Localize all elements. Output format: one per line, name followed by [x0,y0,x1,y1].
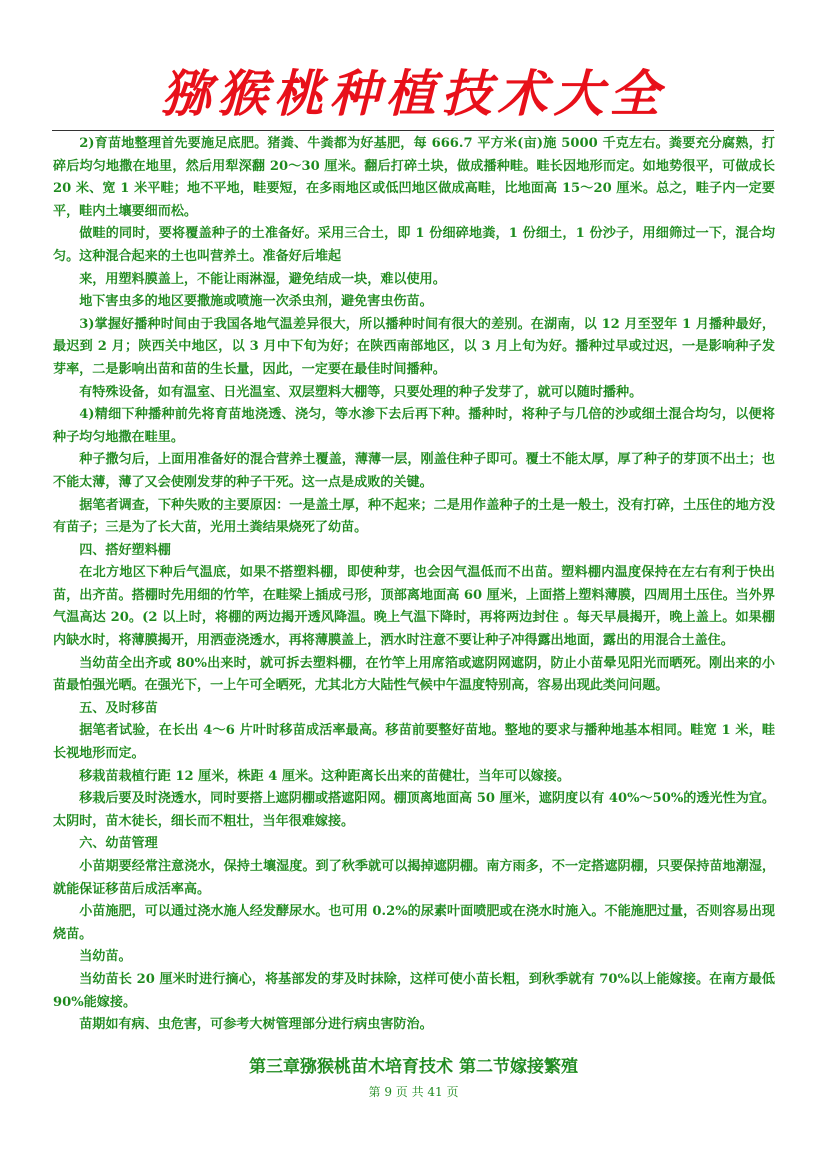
page-title: 猕猴桃种植技术大全 [161,64,666,123]
section-heading: 五、及时移苗 [79,700,158,716]
chapter-heading: 第三章猕猴桃苗木培育技术 第二节嫁接繁殖 [249,1057,578,1077]
paragraph: 小苗期要经常注意浇水，保持土壤湿度。到了秋季就可以揭掉遮阴棚。南方雨多，不一定搭遮阴棚，只要保持苗地潮湿，就能保证移苗后成活率高。 [53,859,775,897]
document-body [53,133,775,1037]
section-heading: 六、幼苗管理 [79,836,158,852]
paragraph: 当幼苗全出齐或 80%出来时，就可拆去塑料棚，在竹竿上用席箔或遮阴网遮阴，防止小苗晕见阳光而晒死。刚出来的小苗最怕强光晒。在强光下，一上午可全晒死，尤其北方大陆性气候中午温度特别高，容易出现此类问问题。 [53,655,775,694]
paragraph: 小苗施肥，可以通过浇水施人经发酵尿水。也可用 0.2%的尿素叶面喷肥或在浇水时施入。不能施肥过量，否则容易出现烧苗。 [53,904,775,942]
paragraph: 当幼苗。 [79,949,132,965]
page-number: 第 9 页 共 41 页 [368,1085,459,1099]
paragraph: 做畦的同时，要将覆盖种子的土准备好。采用三合土，即 1 份细碎地粪，1 份细土，1 份沙子，用细筛过一下，混合均匀。这种混合起来的土也叫营养土。准备好后堆起 [53,226,775,264]
section-heading: 四、搭好塑料棚 [79,542,171,558]
paragraph: 在北方地区下种后气温底，如果不搭塑料棚，即使种芽，也会因气温低而不出苗。塑料棚内温度保持在左右有利于快出苗，出齐苗。搭棚时先用细的竹竿，在畦梁上插成弓形，顶部离地面高 60 厘米，上面搭上塑料薄膜，四周用土压住。当外界气温高达 20。(2 以上时，将棚的两边揭开透风降温。晚上气温下降时，再将两边封住 。每天早晨揭开，晚上盖上。如果棚内缺水时，将薄膜揭开，用洒壶浇透水，再将薄膜盖上，洒水时注意不要让种子冲得露出地面，露出的用混合土盖住。 [53,565,775,649]
paragraph: 来，用塑料膜盖上，不能让雨淋湿，避免结成一块，难以使用。 [79,271,446,287]
paragraph: 地下害虫多的地区要撒施或喷施一次杀虫剂，避免害虫伤苗。 [79,294,433,310]
paragraph: 据笔者调查，下种失败的主要原因：一是盖土厚，种不起来；二是用作盖种子的土是一般土，没有打碎，土压住的地方没有苗子；三是为了长大苗，光用土粪结果烧死了幼苗。 [53,497,775,536]
paragraph: 移栽后要及时浇透水，同时要搭上遮阴棚或搭遮阳网。棚顶离地面高 50 厘米，遮阴度以有 40%～50%的透光性为宜。太阴时，苗木徒长，细长而不粗壮，当年很难嫁接。 [53,791,775,829]
paragraph: 苗期如有病、虫危害，可参考大树管理部分进行病虫害防治。 [79,1017,433,1033]
paragraph: 有特殊设备，如有温室、日光温室、双层塑料大棚等，只要处理的种子发芽了，就可以随时播种。 [79,384,643,400]
title-divider [52,130,774,131]
paragraph: 3)掌握好播种时间由于我国各地气温差异很大，所以播种时间有很大的差别。在湖南，以 12 月至翌年 1 月播种最好，最迟到 2 月；陕西关中地区，以 3 月中下旬为好；在陕西南部地区，以 3 月上旬为好。播种过早或过迟，一是影响种子发芽率，二是影响出苗和苗的生长量，因此，一定要在最佳时间播种。 [53,316,775,377]
paragraph: 当幼苗长 20 厘米时进行摘心，将基部发的芽及时抹除，这样可使小苗长粗，到秋季就有 70%以上能嫁接。在南方最低 90%能嫁接。 [53,971,775,1010]
paragraph: 据笔者试验，在长出 4～6 片叶时移苗成活率最高。移苗前要整好苗地。整地的要求与播种地基本相同。畦宽 1 米，畦长视地形而定。 [53,723,775,762]
paragraph: 4)精细下种播种前先将育苗地浇透、浇匀，等水渗下去后再下种。播种时，将种子与几倍的沙或细土混合均匀，以便将种子均匀地撒在畦里。 [53,407,775,445]
paragraph: 移栽苗栽植行距 12 厘米，株距 4 厘米。这种距离长出来的苗健壮，当年可以嫁接。 [79,768,570,784]
paragraph: 2)育苗地整理首先要施足底肥。猪粪、牛粪都为好基肥，每 666.7 平方米(亩)施 5000 千克左右。粪要充分腐熟，打碎后均匀地撒在地里，然后用犁深翻 20～30 厘米。翻后打碎土块，做成播种畦。畦长因地形而定。如地势很平，可做成长 20 米、宽 1 米平畦；地不平地，畦要短，在多雨地区或低凹地区做成高畦，比地面高 15～20 厘米。总之，畦子内一定要平，畦内土壤要细而松。 [53,136,775,219]
paragraph: 种子撒匀后，上面用准备好的混合营养土覆盖，薄薄一层，刚盖住种子即可。覆土不能太厚，厚了种子的芽顶不出土；也不能太薄，薄了又会使刚发芽的种子干死。这一点是成败的关键。 [53,452,775,490]
